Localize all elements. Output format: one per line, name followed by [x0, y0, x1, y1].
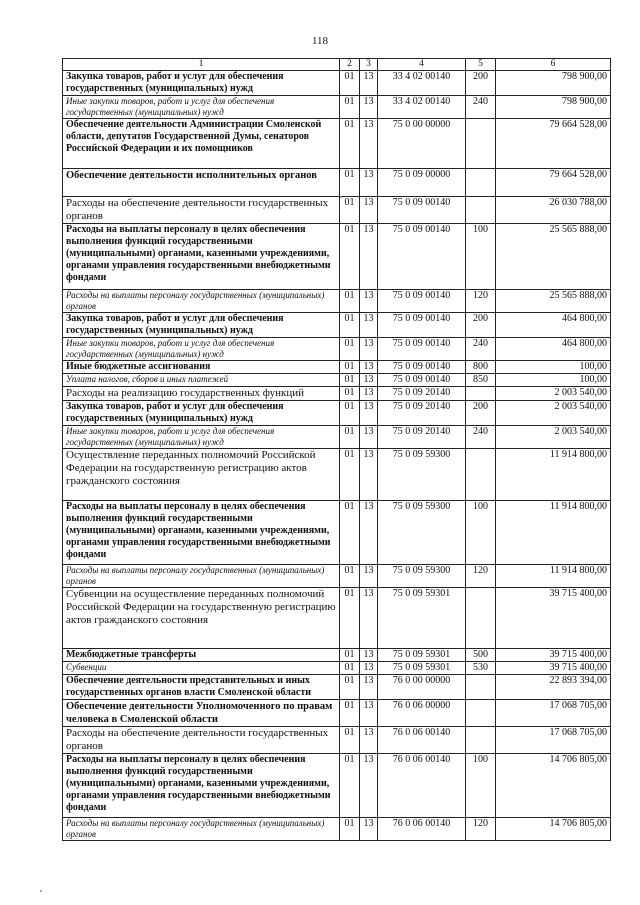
table-row — [63, 426, 611, 449]
target-article-cell: 75 0 09 00140 — [378, 224, 466, 290]
amount-cell: 79 664 528,00 — [496, 169, 611, 197]
section-code-cell: 01 — [340, 818, 360, 841]
amount-cell: 100,00 — [496, 361, 611, 374]
expense-type-cell — [466, 119, 496, 169]
table-row — [63, 727, 611, 754]
scan-speck — [40, 890, 42, 892]
table-row — [63, 313, 611, 338]
amount-cell: 25 565 888,00 — [496, 224, 611, 290]
target-article-cell: 75 0 09 00140 — [378, 313, 466, 338]
subsection-code-cell: 13 — [360, 649, 378, 662]
section-code-cell: 01 — [340, 374, 360, 387]
table-row — [63, 387, 611, 401]
target-article-cell: 75 0 09 00140 — [378, 338, 466, 361]
subsection-code-cell: 13 — [360, 387, 378, 401]
row-name-cell: Иные закупки товаров, работ и услуг для обеспечения государственных (муниципальных) нужд — [63, 426, 340, 449]
subsection-code-cell: 13 — [360, 374, 378, 387]
table-row — [63, 96, 611, 119]
subsection-code-cell: 13 — [360, 197, 378, 224]
amount-cell: 100,00 — [496, 374, 611, 387]
expense-type-cell: 240 — [466, 426, 496, 449]
row-name-cell: Уплата налогов, сборов и иных платежей — [63, 374, 340, 387]
amount-cell: 79 664 528,00 — [496, 119, 611, 169]
subsection-code-cell: 13 — [360, 662, 378, 675]
section-code-cell: 01 — [340, 290, 360, 313]
row-name-cell: Закупка товаров, работ и услуг для обеспечения государственных (муниципальных) нужд — [63, 401, 340, 426]
expense-type-cell — [466, 700, 496, 727]
target-article-cell: 33 4 02 00140 — [378, 96, 466, 119]
subsection-code-cell: 13 — [360, 169, 378, 197]
expense-type-cell: 120 — [466, 565, 496, 588]
subsection-code-cell: 13 — [360, 119, 378, 169]
amount-cell: 39 715 400,00 — [496, 649, 611, 662]
section-code-cell: 01 — [340, 361, 360, 374]
section-code-cell: 01 — [340, 426, 360, 449]
expense-type-cell — [466, 387, 496, 401]
row-name-cell: Расходы на обеспечение деятельности государственных органов — [63, 727, 340, 754]
target-article-cell: 75 0 09 00140 — [378, 361, 466, 374]
target-article-cell: 75 0 09 59300 — [378, 565, 466, 588]
subsection-code-cell: 13 — [360, 700, 378, 727]
target-article-cell: 75 0 09 00140 — [378, 197, 466, 224]
target-article-cell: 75 0 09 59301 — [378, 662, 466, 675]
expense-type-cell: 100 — [466, 224, 496, 290]
expense-type-cell: 240 — [466, 338, 496, 361]
row-name-cell: Расходы на выплаты персоналу в целях обеспечения выполнения функций государственными (муниципальными) органами, казенными учреждениями, органами управления государственными внебюджетными фондами — [63, 754, 340, 818]
row-name-cell: Расходы на выплаты персоналу государственных (муниципальных) органов — [63, 290, 340, 313]
amount-cell: 2 003 540,00 — [496, 426, 611, 449]
table-row — [63, 565, 611, 588]
table-row — [63, 501, 611, 565]
table-row — [63, 449, 611, 501]
column-header: 1 — [63, 59, 340, 71]
section-code-cell: 01 — [340, 700, 360, 727]
expense-type-cell: 200 — [466, 71, 496, 96]
row-name-cell: Обеспечение деятельности представительных и иных государственных органов власти Смоленской области — [63, 675, 340, 700]
section-code-cell: 01 — [340, 197, 360, 224]
target-article-cell: 76 0 06 00000 — [378, 700, 466, 727]
row-name-cell: Расходы на выплаты персоналу государственных (муниципальных) органов — [63, 818, 340, 841]
expense-type-cell — [466, 727, 496, 754]
table-row — [63, 818, 611, 841]
section-code-cell: 01 — [340, 662, 360, 675]
amount-cell: 14 706 805,00 — [496, 754, 611, 818]
section-code-cell: 01 — [340, 71, 360, 96]
row-name-cell: Закупка товаров, работ и услуг для обеспечения государственных (муниципальных) нужд — [63, 313, 340, 338]
row-name-cell: Обеспечение деятельности Администрации Смоленской области, депутатов Государственной Думы, сенаторов Российской Федерации и их помощников — [63, 119, 340, 169]
section-code-cell: 01 — [340, 675, 360, 700]
target-article-cell: 75 0 09 59301 — [378, 588, 466, 649]
column-header: 3 — [360, 59, 378, 71]
amount-cell: 11 914 800,00 — [496, 565, 611, 588]
table-row — [63, 675, 611, 700]
expense-type-cell: 500 — [466, 649, 496, 662]
expense-type-cell — [466, 169, 496, 197]
section-code-cell: 01 — [340, 449, 360, 501]
row-name-cell: Расходы на реализацию государственных функций — [63, 387, 340, 401]
table-row — [63, 290, 611, 313]
amount-cell: 798 900,00 — [496, 71, 611, 96]
target-article-cell: 75 0 09 59300 — [378, 501, 466, 565]
expense-type-cell — [466, 675, 496, 700]
expense-type-cell — [466, 449, 496, 501]
table-row — [63, 224, 611, 290]
column-header: 6 — [496, 59, 611, 71]
section-code-cell: 01 — [340, 224, 360, 290]
amount-cell: 17 068 705,00 — [496, 727, 611, 754]
amount-cell: 25 565 888,00 — [496, 290, 611, 313]
subsection-code-cell: 13 — [360, 449, 378, 501]
amount-cell: 26 030 788,00 — [496, 197, 611, 224]
section-code-cell: 01 — [340, 96, 360, 119]
amount-cell: 464 800,00 — [496, 338, 611, 361]
section-code-cell: 01 — [340, 169, 360, 197]
amount-cell: 798 900,00 — [496, 96, 611, 119]
section-code-cell: 01 — [340, 119, 360, 169]
subsection-code-cell: 13 — [360, 338, 378, 361]
row-name-cell: Межбюджетные трансферты — [63, 649, 340, 662]
table-row — [63, 401, 611, 426]
subsection-code-cell: 13 — [360, 426, 378, 449]
section-code-cell: 01 — [340, 588, 360, 649]
row-name-cell: Субвенции — [63, 662, 340, 675]
target-article-cell: 76 0 06 00140 — [378, 754, 466, 818]
subsection-code-cell: 13 — [360, 71, 378, 96]
row-name-cell: Расходы на выплаты персоналу государственных (муниципальных) органов — [63, 565, 340, 588]
target-article-cell: 75 0 09 59301 — [378, 649, 466, 662]
row-name-cell: Обеспечение деятельности Уполномоченного по правам человека в Смоленской области — [63, 700, 340, 727]
table-row — [63, 374, 611, 387]
expense-type-cell: 120 — [466, 818, 496, 841]
section-code-cell: 01 — [340, 401, 360, 426]
row-name-cell: Закупка товаров, работ и услуг для обеспечения государственных (муниципальных) нужд — [63, 71, 340, 96]
section-code-cell: 01 — [340, 338, 360, 361]
expense-type-cell: 850 — [466, 374, 496, 387]
subsection-code-cell: 13 — [360, 313, 378, 338]
row-name-cell: Иные бюджетные ассигнования — [63, 361, 340, 374]
row-name-cell: Расходы на выплаты персоналу в целях обеспечения выполнения функций государственными (муниципальными) органами, казенными учреждениями, органами управления государственными внебюджетными фондами — [63, 501, 340, 565]
expense-type-cell: 100 — [466, 501, 496, 565]
expense-type-cell — [466, 197, 496, 224]
column-header: 5 — [466, 59, 496, 71]
target-article-cell: 75 0 09 20140 — [378, 401, 466, 426]
target-article-cell: 75 0 09 00000 — [378, 169, 466, 197]
table-row — [63, 361, 611, 374]
row-name-cell: Расходы на выплаты персоналу в целях обеспечения выполнения функций государственными (муниципальными) органами, казенными учреждениями, органами управления государственными внебюджетными фондами — [63, 224, 340, 290]
row-name-cell: Иные закупки товаров, работ и услуг для обеспечения государственных (муниципальных) нужд — [63, 338, 340, 361]
amount-cell: 17 068 705,00 — [496, 700, 611, 727]
amount-cell: 11 914 800,00 — [496, 501, 611, 565]
subsection-code-cell: 13 — [360, 727, 378, 754]
section-code-cell: 01 — [340, 501, 360, 565]
subsection-code-cell: 13 — [360, 401, 378, 426]
expense-type-cell: 530 — [466, 662, 496, 675]
subsection-code-cell: 13 — [360, 224, 378, 290]
expense-type-cell: 120 — [466, 290, 496, 313]
subsection-code-cell: 13 — [360, 96, 378, 119]
section-code-cell: 01 — [340, 727, 360, 754]
table-row — [63, 588, 611, 649]
page-number: 118 — [311, 35, 329, 47]
section-code-cell: 01 — [340, 387, 360, 401]
expense-type-cell: 800 — [466, 361, 496, 374]
section-code-cell: 01 — [340, 649, 360, 662]
table-row — [63, 119, 611, 169]
subsection-code-cell: 13 — [360, 290, 378, 313]
expense-type-cell — [466, 588, 496, 649]
scan-speck — [340, 196, 342, 198]
row-name-cell: Осуществление переданных полномочий Российской Федерации на государственную регистрацию актов гражданского состояния — [63, 449, 340, 501]
amount-cell: 2 003 540,00 — [496, 401, 611, 426]
budget-table — [62, 58, 611, 841]
expense-type-cell: 200 — [466, 313, 496, 338]
table-row — [63, 649, 611, 662]
table-header-row — [63, 59, 611, 71]
target-article-cell: 75 0 09 20140 — [378, 387, 466, 401]
subsection-code-cell: 13 — [360, 754, 378, 818]
target-article-cell: 75 0 09 00140 — [378, 374, 466, 387]
expense-type-cell: 200 — [466, 401, 496, 426]
table-row — [63, 169, 611, 197]
table-row — [63, 71, 611, 96]
target-article-cell: 75 0 09 59300 — [378, 449, 466, 501]
amount-cell: 22 893 394,00 — [496, 675, 611, 700]
row-name-cell: Обеспечение деятельности исполнительных органов — [63, 169, 340, 197]
target-article-cell: 76 0 06 00140 — [378, 818, 466, 841]
subsection-code-cell: 13 — [360, 588, 378, 649]
section-code-cell: 01 — [340, 754, 360, 818]
subsection-code-cell: 13 — [360, 675, 378, 700]
amount-cell: 464 800,00 — [496, 313, 611, 338]
amount-cell: 2 003 540,00 — [496, 387, 611, 401]
target-article-cell: 75 0 00 00000 — [378, 119, 466, 169]
amount-cell: 39 715 400,00 — [496, 662, 611, 675]
subsection-code-cell: 13 — [360, 501, 378, 565]
target-article-cell: 33 4 02 00140 — [378, 71, 466, 96]
expense-type-cell: 100 — [466, 754, 496, 818]
row-name-cell: Иные закупки товаров, работ и услуг для обеспечения государственных (муниципальных) нужд — [63, 96, 340, 119]
target-article-cell: 75 0 09 00140 — [378, 290, 466, 313]
amount-cell: 39 715 400,00 — [496, 588, 611, 649]
expense-type-cell: 240 — [466, 96, 496, 119]
table-row — [63, 662, 611, 675]
subsection-code-cell: 13 — [360, 361, 378, 374]
column-header: 4 — [378, 59, 466, 71]
subsection-code-cell: 13 — [360, 565, 378, 588]
target-article-cell: 76 0 00 00000 — [378, 675, 466, 700]
section-code-cell: 01 — [340, 313, 360, 338]
target-article-cell: 76 0 06 00140 — [378, 727, 466, 754]
table-row — [63, 338, 611, 361]
subsection-code-cell: 13 — [360, 818, 378, 841]
table-row — [63, 197, 611, 224]
table-row — [63, 700, 611, 727]
amount-cell: 11 914 800,00 — [496, 449, 611, 501]
row-name-cell: Субвенции на осуществление переданных полномочий Российской Федерации на государственную регистрацию актов гражданского состояния — [63, 588, 340, 649]
table-row — [63, 754, 611, 818]
amount-cell: 14 706 805,00 — [496, 818, 611, 841]
column-header: 2 — [340, 59, 360, 71]
target-article-cell: 75 0 09 20140 — [378, 426, 466, 449]
row-name-cell: Расходы на обеспечение деятельности государственных органов — [63, 197, 340, 224]
section-code-cell: 01 — [340, 565, 360, 588]
